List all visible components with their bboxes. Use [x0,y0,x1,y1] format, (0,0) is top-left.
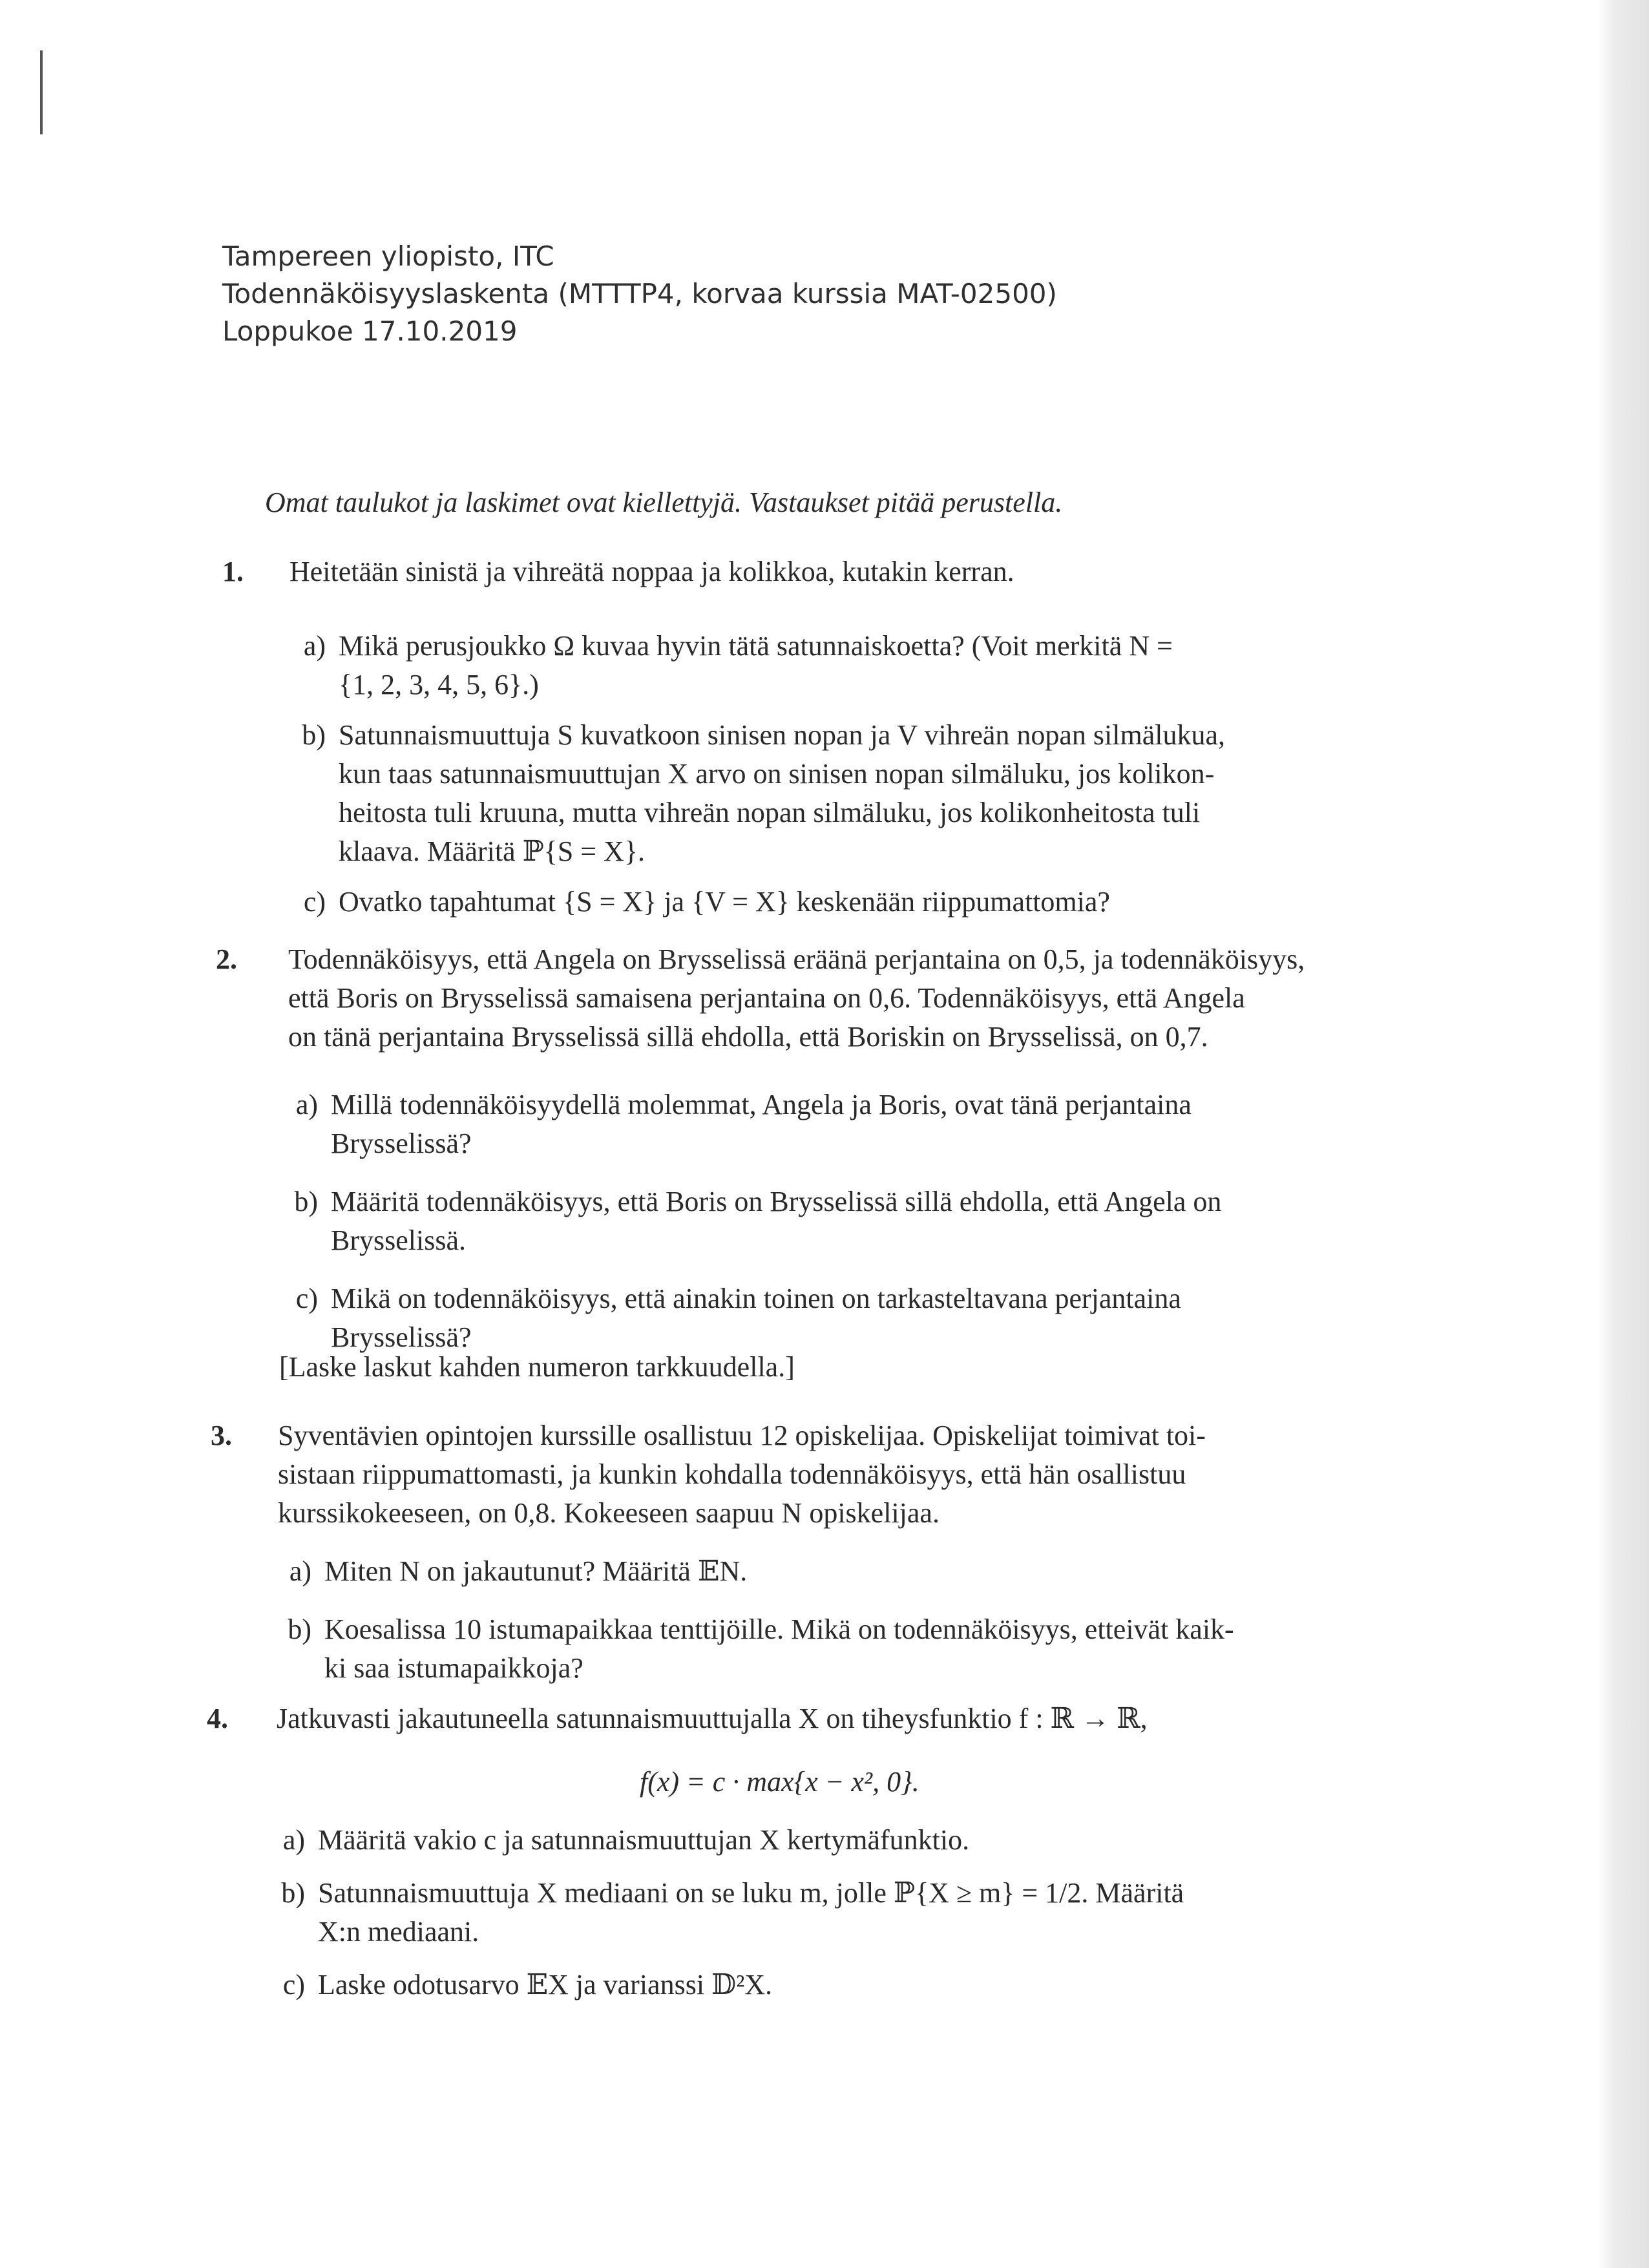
part-line: klaava. Määritä ℙ{S = X}. [339,835,646,867]
stem-line: Syventävien opintojen kurssille osallistuu 12 opiskelijaa. Opiskelijat toimivat toi- [278,1420,1206,1451]
exam-header [222,238,1057,350]
part-label: a) [303,630,326,662]
part-c [279,1279,1391,1357]
part-label: b) [288,1613,311,1645]
stem-line: sistaan riippumattomasti, ja kunkin kohdalla todennäköisyys, että hän osallistuu [278,1458,1186,1490]
part-line: Satunnaismuuttuja X mediaani on se luku m, jolle ℙ{X ≥ m} = 1/2. Määritä [318,1877,1184,1909]
part-line: Määritä vakio c ja satunnaismuuttujan X kertymäfunktio. [318,1824,970,1856]
stem-line: on tänä perjantaina Brysselissä sillä ehdolla, että Boriskin on Brysselissä, on 0,7. [288,1021,1208,1053]
part-b [266,1874,1378,1951]
problem-stem [278,1416,1415,1533]
problem-parts [279,1086,1391,1369]
part-line: X:n mediaani. [318,1916,479,1948]
instructions: Omat taulukot ja laskimet ovat kiellettyjä. Vastaukset pitää perustella. [265,487,1063,518]
part-label: c) [303,886,326,918]
part-label: a) [289,1555,311,1587]
stem-line: Todennäköisyys, että Angela on Brysselissä eräänä perjantaina on 0,5, ja todennäköisyys, [288,943,1305,975]
problem-parts [273,1552,1384,1699]
stem-line: kurssikokeeseen, on 0,8. Kokeeseen saapuu N opiskelijaa. [278,1497,940,1529]
part-line: Millä todennäköisyydellä molemmat, Angela ja Boris, ovat tänä perjantaina [331,1089,1192,1120]
part-line: Ovatko tapahtumat {S = X} ja {V = X} keskenään riippumattomia? [339,886,1110,918]
part-line: Brysselissä? [331,1321,472,1353]
problem-stem [277,1699,1401,1738]
part-a [266,1821,1378,1860]
problem-stem [289,552,1388,591]
part-label: c) [282,1969,305,2000]
part-label: c) [295,1283,318,1314]
part-line: {1, 2, 3, 4, 5, 6}.) [339,669,539,700]
problem-number: 1. [222,556,244,587]
problem-parts [266,1821,1378,2016]
part-line: Mikä on todennäköisyys, että ainakin toinen on tarkasteltavana perjantaina [331,1283,1181,1314]
density-formula: f(x) = c · max{x − x², 0}. [640,1766,919,1798]
part-line: ki saa istumapaikkoja? [324,1652,583,1684]
part-line: Koesalissa 10 istumapaikkaa tenttijöille. Mikä on todennäköisyys, etteivät kaik- [324,1613,1234,1645]
precision-note: [Laske laskut kahden numeron tarkkuudella.] [279,1351,795,1383]
problem-number: 3. [211,1420,232,1451]
problem-parts [287,627,1379,933]
part-label: b) [302,719,326,751]
part-c [266,1966,1378,2004]
university-line: Tampereen yliopisto, ITC [222,240,554,272]
part-label: b) [294,1186,318,1217]
part-c [287,883,1379,921]
part-b [287,716,1379,871]
part-line: heitosta tuli kruuna, mutta vihreän nopan silmäluku, jos kolikonheitosta tuli [339,797,1201,828]
part-label: a) [282,1824,305,1856]
scan-shadow-edge [1597,0,1649,2268]
part-a [287,627,1379,704]
problem-stem [288,940,1438,1056]
part-a [279,1086,1391,1163]
part-line: Miten N on jakautunut? Määritä 𝔼N. [324,1555,748,1587]
course-line: Todennäköisyyslaskenta (MTTTP4, korvaa kurssia MAT-02500) [222,278,1057,310]
part-line: Määritä todennäköisyys, että Boris on Brysselissä sillä ehdolla, että Angela on [331,1186,1222,1217]
part-line: kun taas satunnaismuuttujan X arvo on sinisen nopan silmäluku, jos kolikon- [339,758,1215,790]
part-label: b) [281,1877,305,1909]
part-line: Brysselissä. [331,1224,466,1256]
part-a [273,1552,1384,1591]
problem-number: 4. [207,1703,228,1734]
part-line: Brysselissä? [331,1128,472,1159]
part-line: Laske odotusarvo 𝔼X ja varianssi 𝔻²X. [318,1969,773,2000]
stem-line: että Boris on Brysselissä samaisena perjantaina on 0,6. Todennäköisyys, että Angela [288,982,1245,1014]
part-b [279,1182,1391,1260]
stem-line: Heitetään sinistä ja vihreätä noppaa ja kolikkoa, kutakin kerran. [289,556,1014,587]
stem-line: Jatkuvasti jakautuneella satunnaismuuttujalla X on tiheysfunktio f : ℝ → ℝ, [277,1703,1148,1734]
part-b [273,1610,1384,1688]
part-line: Mikä perusjoukko Ω kuvaa hyvin tätä satunnaiskoetta? (Voit merkitä N = [339,630,1173,662]
problem-number: 2. [216,943,237,975]
part-line: Satunnaismuuttuja S kuvatkoon sinisen nopan ja V vihreän nopan silmälukua, [339,719,1225,751]
scan-margin-mark [40,50,43,134]
exam-date-line: Loppukoe 17.10.2019 [222,315,518,347]
part-label: a) [295,1089,318,1120]
